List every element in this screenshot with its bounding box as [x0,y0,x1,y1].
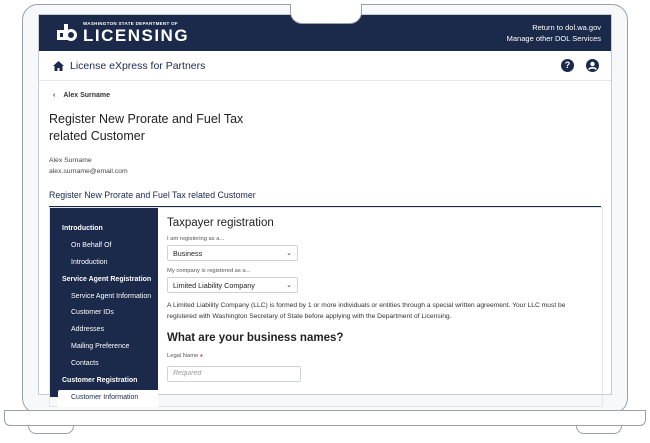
nav-item-on-behalf-of[interactable]: On Behalf Of [71,241,112,249]
breadcrumb-back-label: Alex Surname [63,92,111,99]
registration-form [167,217,597,382]
return-link[interactable]: Return to dol.wa.gov [532,23,601,32]
registering-as-label: I am registering as a... [167,236,225,242]
app-header [39,51,611,81]
content-panel [49,207,603,407]
user-name: Alex Surname [49,157,92,164]
logo-subtitle: WASHINGTON STATE DEPARTMENT OF [83,21,178,27]
required-marker: * [199,353,204,362]
account-icon[interactable] [586,59,599,72]
chevron-down-icon: ⌄ [286,250,292,257]
breadcrumb[interactable] [39,81,611,99]
nav-item-introduction[interactable]: Introduction [71,258,108,266]
side-navigation [50,208,158,401]
nav-item-addresses[interactable]: Addresses [71,326,105,334]
logo-title: LICENSING [83,25,190,45]
dol-logo[interactable] [55,21,189,45]
registering-as-value: Business [173,248,203,258]
chevron-left-icon: ‹ [53,92,56,99]
form-title: Taxpayer registration [167,217,274,229]
top-links [507,22,601,44]
laptop-notch [290,4,362,24]
company-type-label: My company is registered as a... [167,268,251,274]
business-names-heading: What are your business names? [167,332,344,344]
nav-item-service-agent-information[interactable]: Service Agent Information [71,292,152,300]
legal-name-input[interactable] [167,366,301,382]
section-heading: Register New Prorate and Fuel Tax related Customer [49,190,601,208]
llc-description: A Limited Liability Company (LLC) is formed by 1 or more individuals or entities through a special written agreement. Your LLC must be registered with Washington Secretary of State before applying with the Department of Licensing. [167,302,566,320]
legal-name-label-text: Legal Name [167,353,199,359]
nav-item-customer-information[interactable]: Customer Information [58,390,158,407]
help-icon[interactable]: ? [561,59,574,72]
registering-as-select[interactable] [167,245,298,261]
laptop-foot-right [576,426,622,434]
page-title: Register New Prorate and Fuel Tax related Customer [49,112,244,143]
licensing-logo-icon [55,21,79,45]
nav-item-mailing-preference[interactable]: Mailing Preference [71,343,130,351]
laptop-foot-left [28,426,74,434]
nav-item-contacts[interactable]: Contacts [71,360,99,368]
user-email: alex.surname@email.com [49,168,128,175]
legal-name-label [167,353,597,362]
browser-screen [38,14,612,401]
company-type-select[interactable] [167,277,298,293]
company-type-value: Limited Liability Company [173,280,255,290]
nav-item-customer-ids[interactable]: Customer IDs [71,309,114,317]
nav-section-customer-registration[interactable]: Customer Registration [62,377,138,385]
laptop-base [4,410,646,426]
app-name: License eXpress for Partners [70,59,206,72]
nav-section-service-agent-registration[interactable]: Service Agent Registration [62,275,152,283]
manage-services-link[interactable]: Manage other DOL Services [506,34,601,43]
chevron-down-icon: ⌄ [286,282,292,289]
nav-section-introduction[interactable]: Introduction [62,225,103,232]
app-home-link[interactable] [53,60,205,72]
home-icon [53,61,64,71]
